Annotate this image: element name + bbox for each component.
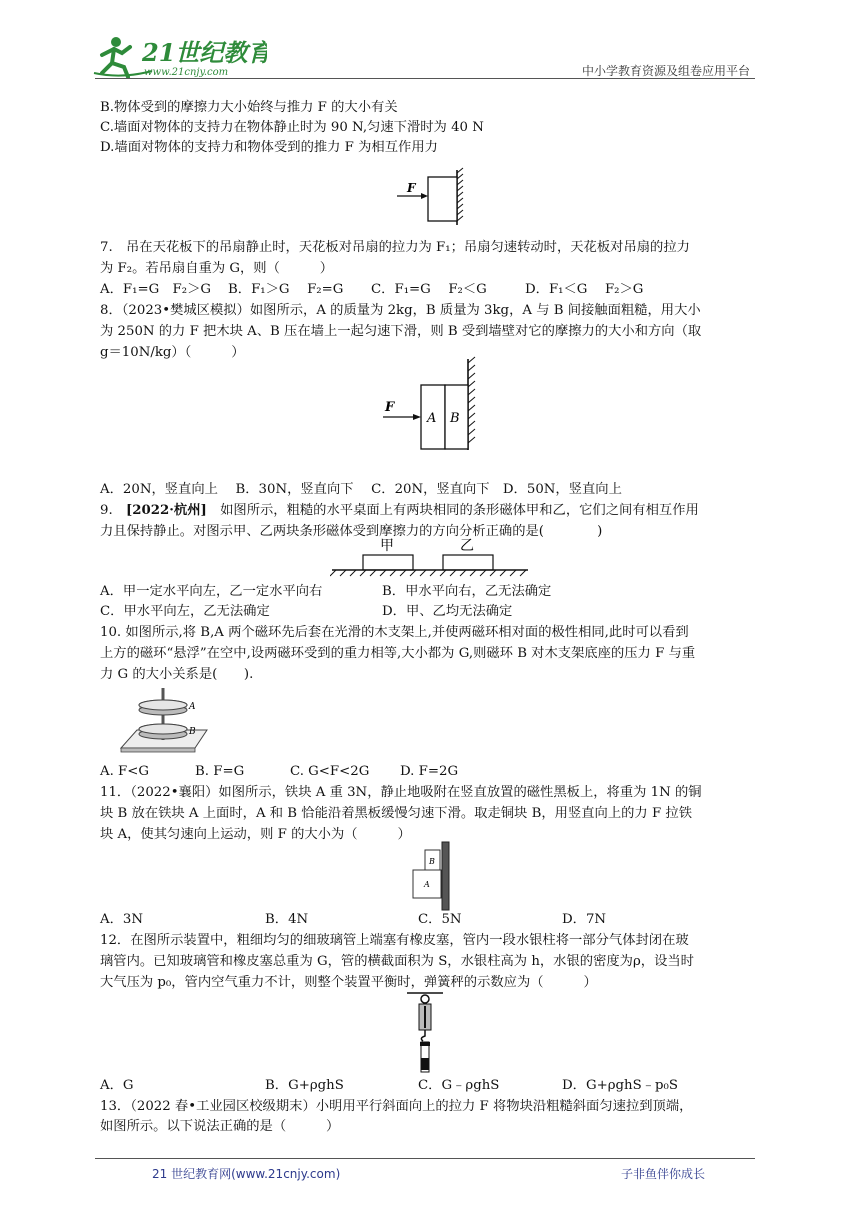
q10-figure-magnet-rings bbox=[115, 682, 215, 754]
q10-stem-line1: 10. 如图所示,将 B,A 两个磁环先后套在光滑的木支架上,并使两磁环相对面的极性相同,此时可以看到 bbox=[100, 625, 689, 640]
svg-text:A: A bbox=[424, 880, 430, 889]
header-divider bbox=[95, 78, 755, 79]
q7-stem-line1: 7. 吊在天花板下的吊扇静止时，天花板对吊扇的拉力为 F₁；吊扇匀速转动时，天花板对吊扇的拉力 bbox=[100, 240, 690, 255]
q9-source-tag: [2022·杭州] bbox=[125, 503, 207, 518]
q7-option-d: D．F₁＜G F₂＞G bbox=[525, 282, 644, 297]
q9-stem-line2: 力且保持静止。对图示甲、乙两块条形磁体受到摩擦力的方向分析正确的是( ) bbox=[100, 524, 603, 539]
q11-option-c: C．5N bbox=[418, 912, 462, 927]
q8-figure-blocks-wall bbox=[380, 355, 490, 455]
q8-options: A．20N，竖直向上 B．30N，竖直向下 C．20N，竖直向下 D．50N，竖直向上 bbox=[100, 482, 622, 497]
q13-stem-line1: 13．（2022 春•工业园区校级期末）小明用平行斜面向上的拉力 F 将物块沿粗糙斜面匀速拉到顶端， bbox=[100, 1099, 693, 1114]
q12-stem-line1: 12．在图所示装置中，粗细均匀的细玻璃管上端塞有橡皮塞，管内一段水银柱将一部分气体封闭在玻 bbox=[100, 933, 689, 948]
q12-option-d: D．G+ρghS﹣p₀S bbox=[562, 1078, 678, 1093]
q9-stem-line1: 9. [2022·杭州] 如图所示，粗糙的水平桌面上有两块相同的条形磁体甲和乙，它们之间有相互作用 bbox=[100, 503, 699, 518]
q12-stem-line3: 大气压为 p₀，管内空气重力不计，则整个装置平衡时，弹簧秤的示数应为（ ） bbox=[100, 975, 597, 990]
q13-stem-line2: 如图所示。以下说法正确的是（ ） bbox=[100, 1119, 340, 1134]
q11-stem-line3: 块 A，使其匀速向上运动，则 F 的大小为（ ） bbox=[100, 827, 411, 842]
svg-text:A: A bbox=[189, 702, 196, 712]
q9-option-c: C．甲水平向左，乙无法确定 bbox=[100, 604, 270, 619]
q6-option-b: B.物体受到的摩擦力大小始终与推力 F 的大小有关 bbox=[100, 100, 398, 115]
svg-text:B: B bbox=[450, 411, 460, 426]
q11-stem-line2: 块 B 放在铁块 A 上面时，A 和 B 恰能沿着黑板缓慢匀速下滑。取走铜块 B，用竖直向上的力 F 拉铁 bbox=[100, 806, 692, 821]
q11-option-d: D．7N bbox=[562, 912, 607, 927]
q9-option-a: A．甲一定水平向左，乙一定水平向右 bbox=[100, 584, 323, 599]
q7-option-b: B．F₁＞G F₂=G bbox=[228, 282, 344, 297]
q9-option-d: D．甲、乙均无法确定 bbox=[382, 604, 513, 619]
q11-option-a: A．3N bbox=[100, 912, 143, 927]
svg-text:F: F bbox=[385, 400, 395, 415]
footer-slogan: 子非鱼伴你成长 bbox=[620, 1167, 705, 1181]
q12-option-c: C．G﹣ρghS bbox=[418, 1078, 500, 1093]
svg-text:乙: 乙 bbox=[460, 538, 474, 554]
q10-stem-line3: 力 G 的大小关系是( ). bbox=[100, 667, 254, 682]
q12-option-a: A．G bbox=[100, 1078, 134, 1093]
site-logo bbox=[92, 33, 267, 79]
footer-divider bbox=[95, 1158, 755, 1159]
q6-option-d: D.墙面对物体的支持力和物体受到的推力 F 为相互作用力 bbox=[100, 140, 438, 155]
platform-name: 中小学教育资源及组卷应用平台 bbox=[581, 64, 750, 78]
svg-text:甲: 甲 bbox=[380, 538, 394, 554]
q9-option-b: B．甲水平向右，乙无法确定 bbox=[382, 584, 552, 599]
svg-text:B: B bbox=[429, 857, 435, 866]
q8-stem-line2: 为 250N 的力 F 把木块 A、B 压在墙上一起匀速下滑，则 B 受到墙壁对它的摩擦力的大小和方向（取 bbox=[100, 324, 702, 339]
q6-option-c: C.墙面对物体的支持力在物体静止时为 90 N,匀速下滑时为 40 N bbox=[100, 120, 484, 135]
q11-stem-line1: 11．（2022•襄阳）如图所示，铁块 A 重 3N，静止地吸附在竖直放置的磁性黑板上，将重为 1N 的铜 bbox=[100, 785, 702, 800]
q8-stem-line1: 8．（2023•樊城区模拟）如图所示，A 的质量为 2kg，B 质量为 3kg，A 与 B 间接触面粗糙，用大小 bbox=[100, 303, 701, 318]
q12-stem-line2: 璃管内。已知玻璃管和橡皮塞总重为 G，管的横截面积为 S，水银柱高为 h，水银的密度为ρ，设当时 bbox=[100, 954, 694, 969]
q7-stem-line2: 为 F₂。若吊扇自重为 G，则（ ） bbox=[100, 261, 334, 276]
q11-figure-blackboard bbox=[405, 840, 455, 912]
q12-option-b: B．G+ρghS bbox=[265, 1078, 344, 1093]
q9-figure-magnets bbox=[330, 536, 530, 582]
svg-text:B: B bbox=[189, 727, 196, 737]
q10-stem-line2: 上方的磁环“悬浮”在空中,设两磁环受到的重力相等,大小都为 G,则磁环 B 对木支架底座的压力 F 与重 bbox=[100, 646, 696, 661]
q8-stem-line3: g＝10N/kg）（ ） bbox=[100, 345, 245, 360]
q7-option-c: C．F₁=G F₂＜G bbox=[371, 282, 487, 297]
q10-option-c: C. G<F<2G bbox=[290, 764, 370, 779]
q11-option-b: B．4N bbox=[265, 912, 309, 927]
q7-option-a: A．F₁=G F₂＞G bbox=[100, 282, 211, 297]
footer-site: 21 世纪教育网(www.21cnjy.com) bbox=[152, 1167, 341, 1181]
q10-option-a: A. F<G bbox=[100, 764, 150, 779]
q10-option-b: B. F=G bbox=[195, 764, 245, 779]
q6-figure-block-wall bbox=[395, 165, 470, 230]
q6-force-label: F bbox=[407, 181, 416, 195]
q12-figure-spring-scale bbox=[405, 990, 445, 1075]
logo-url: www.21cnjy.com bbox=[144, 67, 229, 78]
svg-text:A: A bbox=[427, 411, 437, 426]
logo-text: 21世纪教育 bbox=[142, 38, 267, 67]
q10-option-d: D. F=2G bbox=[400, 764, 459, 779]
